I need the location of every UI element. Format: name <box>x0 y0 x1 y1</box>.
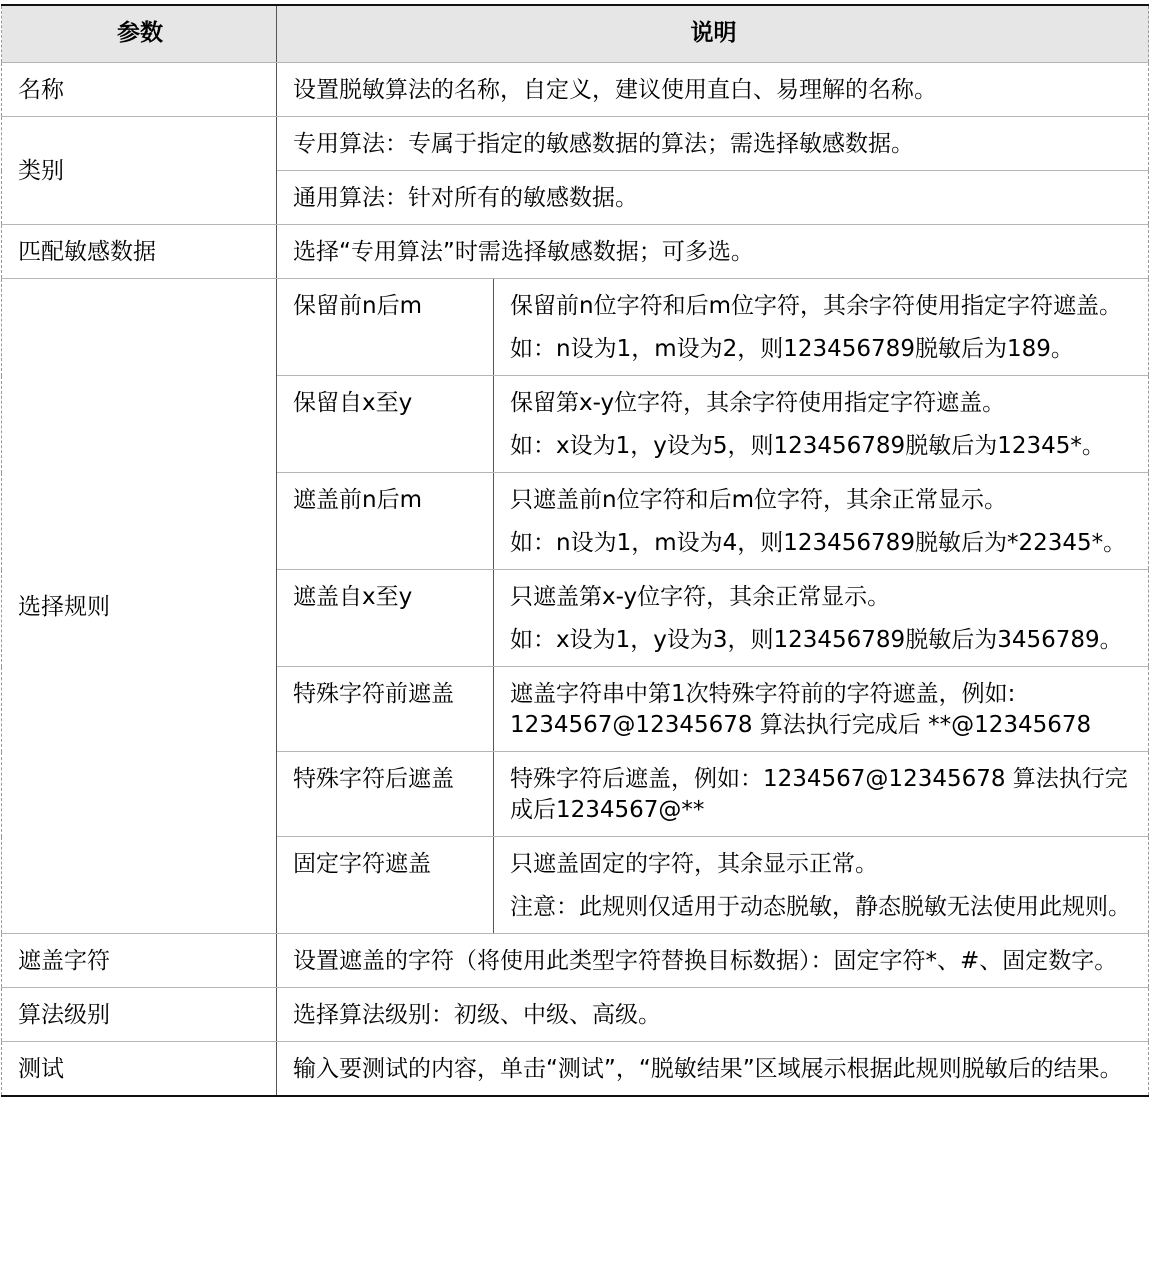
rule-example: 注意：此规则仅适用于动态脱敏，静态脱敏无法使用此规则。 <box>510 894 1131 920</box>
rule-desc: 只遮盖前n位字符和后m位字符，其余正常显示。 <box>510 487 1007 513</box>
desc-cell: 设置脱敏算法的名称，自定义，建议使用直白、易理解的名称。 <box>277 63 1149 117</box>
rule-desc-cell <box>494 376 1149 473</box>
rule-name-cell: 特殊字符前遮盖 <box>277 667 494 752</box>
table-row <box>2 63 1149 117</box>
rule-name-cell: 固定字符遮盖 <box>277 837 494 934</box>
param-cell: 名称 <box>2 63 277 117</box>
param-cell: 测试 <box>2 1042 277 1097</box>
table-row <box>2 279 1149 376</box>
header-param: 参数 <box>2 5 277 63</box>
table-row <box>2 1042 1149 1097</box>
desc-cell: 通用算法：针对所有的敏感数据。 <box>277 171 1149 225</box>
table-header-row <box>2 5 1149 63</box>
rule-desc: 保留第x-y位字符，其余字符使用指定字符遮盖。 <box>510 390 1006 416</box>
rule-name-cell: 保留自x至y <box>277 376 494 473</box>
rule-desc: 保留前n位字符和后m位字符，其余字符使用指定字符遮盖。 <box>510 293 1122 319</box>
rule-name-cell: 保留前n后m <box>277 279 494 376</box>
table-row <box>2 225 1149 279</box>
param-cell: 算法级别 <box>2 988 277 1042</box>
rule-name-cell: 遮盖前n后m <box>277 473 494 570</box>
rule-desc-cell <box>494 473 1149 570</box>
rule-example: 如：x设为1，y设为3，则123456789脱敏后为3456789。 <box>510 627 1123 653</box>
table-row <box>2 117 1149 171</box>
rule-desc: 只遮盖第x-y位字符，其余正常显示。 <box>510 584 891 610</box>
rule-name-cell: 特殊字符后遮盖 <box>277 752 494 837</box>
parameter-table <box>1 4 1149 1097</box>
param-cell: 匹配敏感数据 <box>2 225 277 279</box>
rule-desc-cell <box>494 667 1149 752</box>
desc-cell: 输入要测试的内容，单击“测试”，“脱敏结果”区域展示根据此规则脱敏后的结果。 <box>277 1042 1149 1097</box>
rule-example: 如：n设为1，m设为4，则123456789脱敏后为*22345*。 <box>510 530 1127 556</box>
header-desc: 说明 <box>277 5 1149 63</box>
rule-example: 如：x设为1，y设为5，则123456789脱敏后为12345*。 <box>510 433 1105 459</box>
param-cell: 遮盖字符 <box>2 934 277 988</box>
desc-cell: 选择算法级别：初级、中级、高级。 <box>277 988 1149 1042</box>
param-cell: 选择规则 <box>2 279 277 934</box>
table-row <box>2 988 1149 1042</box>
param-cell: 类别 <box>2 117 277 225</box>
rule-desc-cell <box>494 279 1149 376</box>
desc-cell: 专用算法：专属于指定的敏感数据的算法；需选择敏感数据。 <box>277 117 1149 171</box>
rule-desc: 特殊字符后遮盖，例如：1234567@12345678 算法执行完成后1234567@** <box>510 766 1128 823</box>
rule-desc-cell <box>494 837 1149 934</box>
rule-example: 如：n设为1，m设为2，则123456789脱敏后为189。 <box>510 336 1074 362</box>
rule-desc-cell <box>494 570 1149 667</box>
desc-cell: 设置遮盖的字符（将使用此类型字符替换目标数据）：固定字符*、#、固定数字。 <box>277 934 1149 988</box>
rule-desc-cell <box>494 752 1149 837</box>
rule-desc: 遮盖字符串中第1次特殊字符前的字符遮盖，例如: 1234567@12345678 算法执行完成后 **@12345678 <box>510 681 1092 738</box>
rule-name-cell: 遮盖自x至y <box>277 570 494 667</box>
rule-desc: 只遮盖固定的字符，其余显示正常。 <box>510 851 878 877</box>
table-row <box>2 934 1149 988</box>
desc-cell: 选择“专用算法”时需选择敏感数据；可多选。 <box>277 225 1149 279</box>
